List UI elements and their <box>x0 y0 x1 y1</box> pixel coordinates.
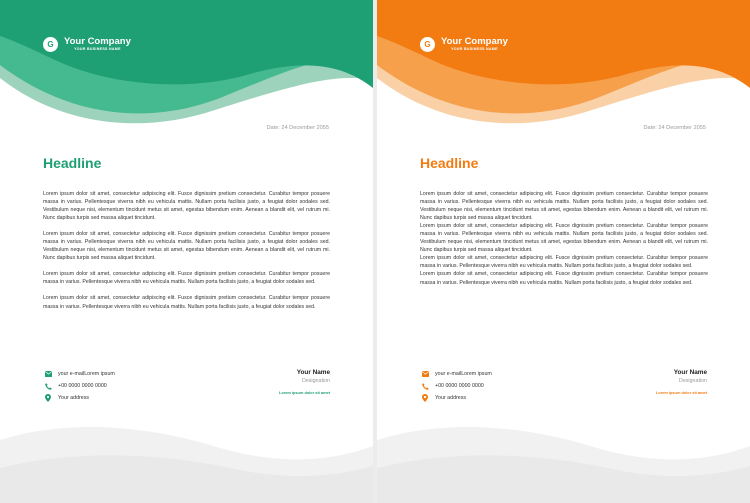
contact-text: your e-mailLorem ipsum <box>58 371 115 377</box>
signer-name: Your Name <box>673 369 707 376</box>
paragraph: Lorem ipsum dolor sit amet, consectetur adipiscing elit. Fusce dignissim pretium consectetur. Curabitur tempor posuere massa in varius. Pellentesque viverra nibh eu vehicula mattis. Nullam porta facilisis justo, a feugiat dolor sodales sed. Vestibulum neque nisi, elementum tincidunt metus sit amet, egestas bibendum enim. Aenean a blandit elit, vel rutrum mi. Nunc dapibus turpis sed massa aliquet tincidunt. <box>420 191 708 222</box>
letter-body <box>43 190 330 319</box>
mail-icon <box>421 370 429 378</box>
contact-phone <box>44 380 115 392</box>
letterhead-page-green <box>0 0 373 503</box>
signer-note: Lorem ipsum dolor sit amet <box>655 390 707 395</box>
footer-wave <box>377 418 750 503</box>
company-logo <box>420 36 508 52</box>
header-wave-orange <box>377 0 750 135</box>
signer-designation: Designation <box>679 378 707 384</box>
company-tagline: YOUR BUSINESS NAME <box>74 47 121 51</box>
letterhead-page-orange <box>377 0 750 503</box>
logo-letter: G <box>424 39 431 49</box>
location-pin-icon <box>44 394 52 402</box>
contact-text: +00 0000 0000 0000 <box>58 383 107 389</box>
footer-wave <box>0 418 373 503</box>
paragraph: Lorem ipsum dolor sit amet, consectetur adipiscing elit. Fusce dignissim pretium consectetur. Curabitur tempor posuere massa in varius. Pellentesque viverra nibh eu vehicula mattis. Nullam porta facilisis justo, a feugiat dolor sodales sed. Vestibulum neque nisi, elementum tincidunt metus sit amet, egestas bibendum enim. Aenean a blandit elit, vel rutrum mi. Nunc dapibus turpis sed massa aliquet tincidunt. <box>420 223 708 254</box>
company-logo <box>43 36 131 52</box>
contact-email <box>44 368 115 380</box>
paragraph: Lorem ipsum dolor sit amet, consectetur adipiscing elit. Fusce dignissim pretium consectetur. Curabitur tempor posuere massa in varius. Pellentesque viverra nibh eu vehicula mattis. Nullam porta facilisis justo, a feugiat dolor sodales sed. <box>420 271 708 286</box>
signer-designation: Designation <box>302 378 330 384</box>
logo-text <box>64 36 131 52</box>
paragraph: Lorem ipsum dolor sit amet, consectetur adipiscing elit. Fusce dignissim pretium consectetur. Curabitur tempor posuere massa in varius. Pellentesque viverra nibh eu vehicula mattis. Nullam porta facilisis justo, a feugiat dolor sodales sed. <box>420 255 708 270</box>
signer-note: Lorem ipsum dolor sit amet <box>278 390 330 395</box>
signature-block <box>279 368 330 397</box>
contact-text: your e-mailLorem ipsum <box>435 371 492 377</box>
letter-date: Date: 24 December 2055 <box>266 125 329 131</box>
headline: Headline <box>43 155 102 171</box>
contact-text: Your address <box>58 395 90 401</box>
contact-address <box>44 392 115 404</box>
location-pin-icon <box>421 394 429 402</box>
company-name: Your Company <box>64 36 131 47</box>
logo-mark-icon <box>420 37 435 52</box>
letter-body <box>420 190 708 287</box>
phone-icon <box>44 382 52 390</box>
paragraph: Lorem ipsum dolor sit amet, consectetur adipiscing elit. Fusce dignissim pretium consectetur. Curabitur tempor posuere massa in varius. Pellentesque viverra nibh eu vehicula mattis. Nullam porta facilisis justo, a feugiat dolor sodales sed. Vestibulum neque nisi, elementum tincidunt metus sit amet, egestas bibendum enim. Aenean a blandit elit, vel rutrum mi. Nunc dapibus turpis sed massa aliquet tincidunt. <box>43 191 330 222</box>
letter-date: Date: 24 December 2055 <box>643 125 706 131</box>
contact-phone <box>421 380 492 392</box>
phone-icon <box>421 382 429 390</box>
contact-address <box>421 392 492 404</box>
contact-email <box>421 368 492 380</box>
contact-text: Your address <box>435 395 467 401</box>
signer-name: Your Name <box>296 369 330 376</box>
logo-letter: G <box>47 39 54 49</box>
paragraph: Lorem ipsum dolor sit amet, consectetur adipiscing elit. Fusce dignissim pretium consectetur. Curabitur tempor posuere massa in varius. Pellentesque viverra nibh eu vehicula mattis. Nullam porta facilisis justo, a feugiat dolor sodales sed. <box>43 295 330 310</box>
signature-block <box>656 368 707 397</box>
contact-list <box>44 368 115 404</box>
contact-text: +00 0000 0000 0000 <box>435 383 484 389</box>
company-name: Your Company <box>441 36 508 47</box>
logo-text <box>441 36 508 52</box>
headline: Headline <box>420 155 479 171</box>
header-wave-green <box>0 0 373 135</box>
contact-list <box>421 368 492 404</box>
paragraph: Lorem ipsum dolor sit amet, consectetur adipiscing elit. Fusce dignissim pretium consectetur. Curabitur tempor posuere massa in varius. Pellentesque viverra nibh eu vehicula mattis. Nullam porta facilisis justo, a feugiat dolor sodales sed. <box>43 271 330 286</box>
mail-icon <box>44 370 52 378</box>
logo-mark-icon <box>43 37 58 52</box>
company-tagline: YOUR BUSINESS NAME <box>451 47 498 51</box>
paragraph: Lorem ipsum dolor sit amet, consectetur adipiscing elit. Fusce dignissim pretium consectetur. Curabitur tempor posuere massa in varius. Pellentesque viverra nibh eu vehicula mattis. Nullam porta facilisis justo, a feugiat dolor sodales sed. Vestibulum neque nisi, elementum tincidunt metus sit amet, egestas bibendum enim. Aenean a blandit elit, vel rutrum mi. Nunc dapibus turpis sed massa aliquet tincidunt. <box>43 231 330 262</box>
